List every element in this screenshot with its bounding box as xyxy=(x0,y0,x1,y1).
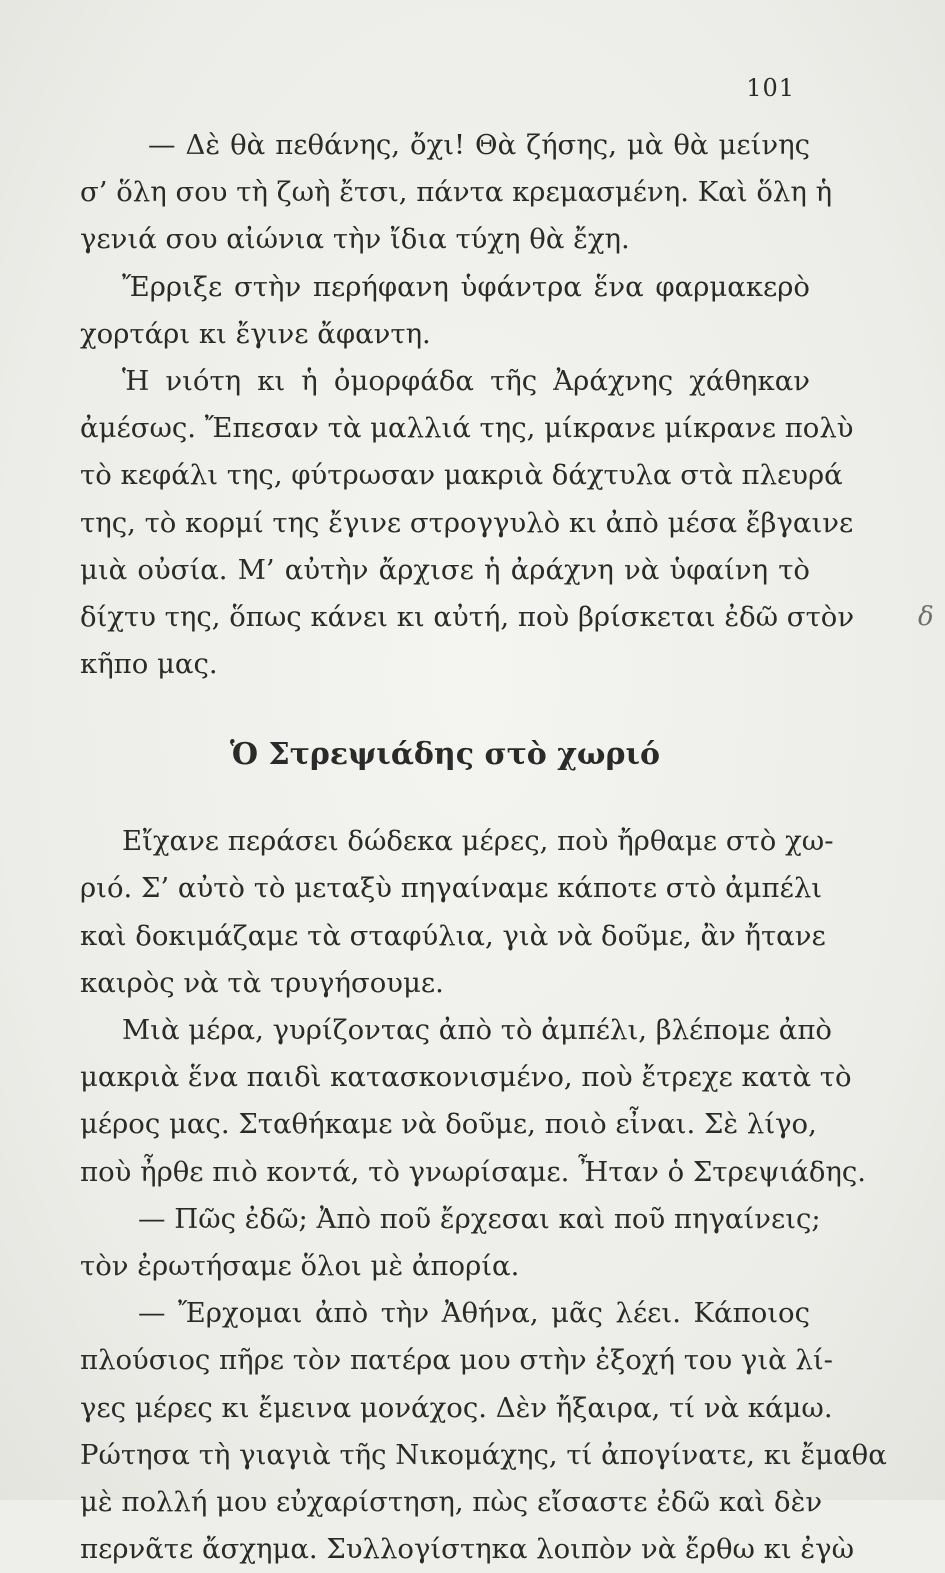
text-line: καιρὸς νὰ τὰ τρυγήσουμε. xyxy=(80,966,444,999)
text-line: καὶ δοκιμάζαμε τὰ σταφύλια, γιὰ νὰ δοῦμε, ἂν ἤτανε xyxy=(80,919,826,952)
text-line: ἀμέσως. Ἔπεσαν τὰ μαλλιά της, μίκρανε μίκρανε πολὺ xyxy=(80,412,854,445)
text-line: χορτάρι κι ἔγινε ἄφαντη. xyxy=(80,317,431,350)
text-line: — Δὲ θὰ πεθάνης, ὄχι! Θὰ ζήσης, μὰ θὰ μείνης xyxy=(148,129,810,161)
text-line: μέρος μας. Σταθήκαμε νὰ δοῦμε, ποιὸ εἶναι. Σὲ λίγο, xyxy=(80,1108,817,1141)
text-line: δίχτυ της, ὅπως κάνει κι αὐτή, ποὺ βρίσκεται ἐδῶ στὸν xyxy=(80,600,855,633)
text-line: Μιὰ μέρα, γυρίζοντας ἀπὸ τὸ ἀμπέλι, βλέπομε ἀπὸ xyxy=(122,1014,832,1046)
text-line: — Ἔρχομαι ἀπὸ τὴν Ἀθήνα, μᾶς λέει. Κάποιος xyxy=(138,1297,810,1330)
text-line: Ἔρριξε στὴν περήφανη ὑφάντρα ἕνα φαρμακερὸ xyxy=(122,270,810,303)
text-line: μὲ πολλή μου εὐχαρίστηση, πὼς εἴσαστε ἐδῶ καὶ δὲν xyxy=(80,1485,823,1518)
text-line: τὸν ἐρωτήσαμε ὅλοι μὲ ἀπορία. xyxy=(80,1249,520,1282)
margin-pencil-mark: δ xyxy=(918,602,934,632)
text-block-after-heading xyxy=(80,818,887,1573)
text-line: κῆπο μας. xyxy=(80,648,218,681)
text-line: γενιά σου αἰώνια τὴν ἴδια τύχη θὰ ἔχη. xyxy=(80,223,630,256)
text-line: ποὺ ἦρθε πιὸ κοντά, τὸ γνωρίσαμε. Ἦταν ὁ Στρεψιάδης. xyxy=(80,1155,867,1188)
text-line: της, τὸ κορμί της ἔγινε στρογγυλὸ κι ἀπὸ μέσα ἔβγαινε xyxy=(80,506,854,539)
text-line: μιὰ οὐσία. Μ’ αὐτὴν ἄρχισε ἡ ἀράχνη νὰ ὑφαίνη τὸ xyxy=(80,553,810,586)
page-text xyxy=(80,122,887,1573)
text-line: Ἡ νιότη κι ἡ ὀμορφάδα τῆς Ἀράχνης χάθηκαν xyxy=(122,364,810,397)
section-heading: Ὁ Στρεψιάδης στὸ χωριό xyxy=(230,737,660,773)
text-line: σ’ ὅλη σου τὴ ζωὴ ἔτσι, πάντα κρεμασμένη. Καὶ ὅλη ἡ xyxy=(80,176,833,209)
text-line: ριό. Σ’ αὐτὸ τὸ μεταξὺ πηγαίναμε κάποτε στὸ ἀμπέλι xyxy=(80,872,823,905)
text-line: Ρώτησα τὴ γιαγιὰ τῆς Νικομάχης, τί ἀπογίνατε, κι ἔμαθα xyxy=(80,1438,887,1471)
page-number: 101 xyxy=(746,74,795,102)
text-line: πλούσιος πῆρε τὸν πατέρα μου στὴν ἐξοχή του γιὰ λί- xyxy=(80,1344,833,1377)
text-line: — Πῶς ἐδῶ; Ἀπὸ ποῦ ἔρχεσαι καὶ ποῦ πηγαίνεις; xyxy=(138,1202,821,1235)
text-line: περνᾶτε ἄσχημα. Συλλογίστηκα λοιπὸν νὰ ἔρθω κι ἐγὼ xyxy=(80,1533,855,1566)
text-block-before-heading xyxy=(80,122,855,688)
text-line: Εἴχανε περάσει δώδεκα μέρες, ποὺ ἤρθαμε στὸ χω- xyxy=(122,825,834,858)
text-line: μακριὰ ἕνα παιδὶ κατασκονισμένο, ποὺ ἔτρεχε κατὰ τὸ xyxy=(80,1061,852,1094)
text-line: γες μέρες κι ἔμεινα μονάχος. Δὲν ἤξαιρα, τί νὰ κάμω. xyxy=(80,1391,833,1424)
text-line: τὸ κεφάλι της, φύτρωσαν μακριὰ δάχτυλα στὰ πλευρά xyxy=(80,459,843,492)
